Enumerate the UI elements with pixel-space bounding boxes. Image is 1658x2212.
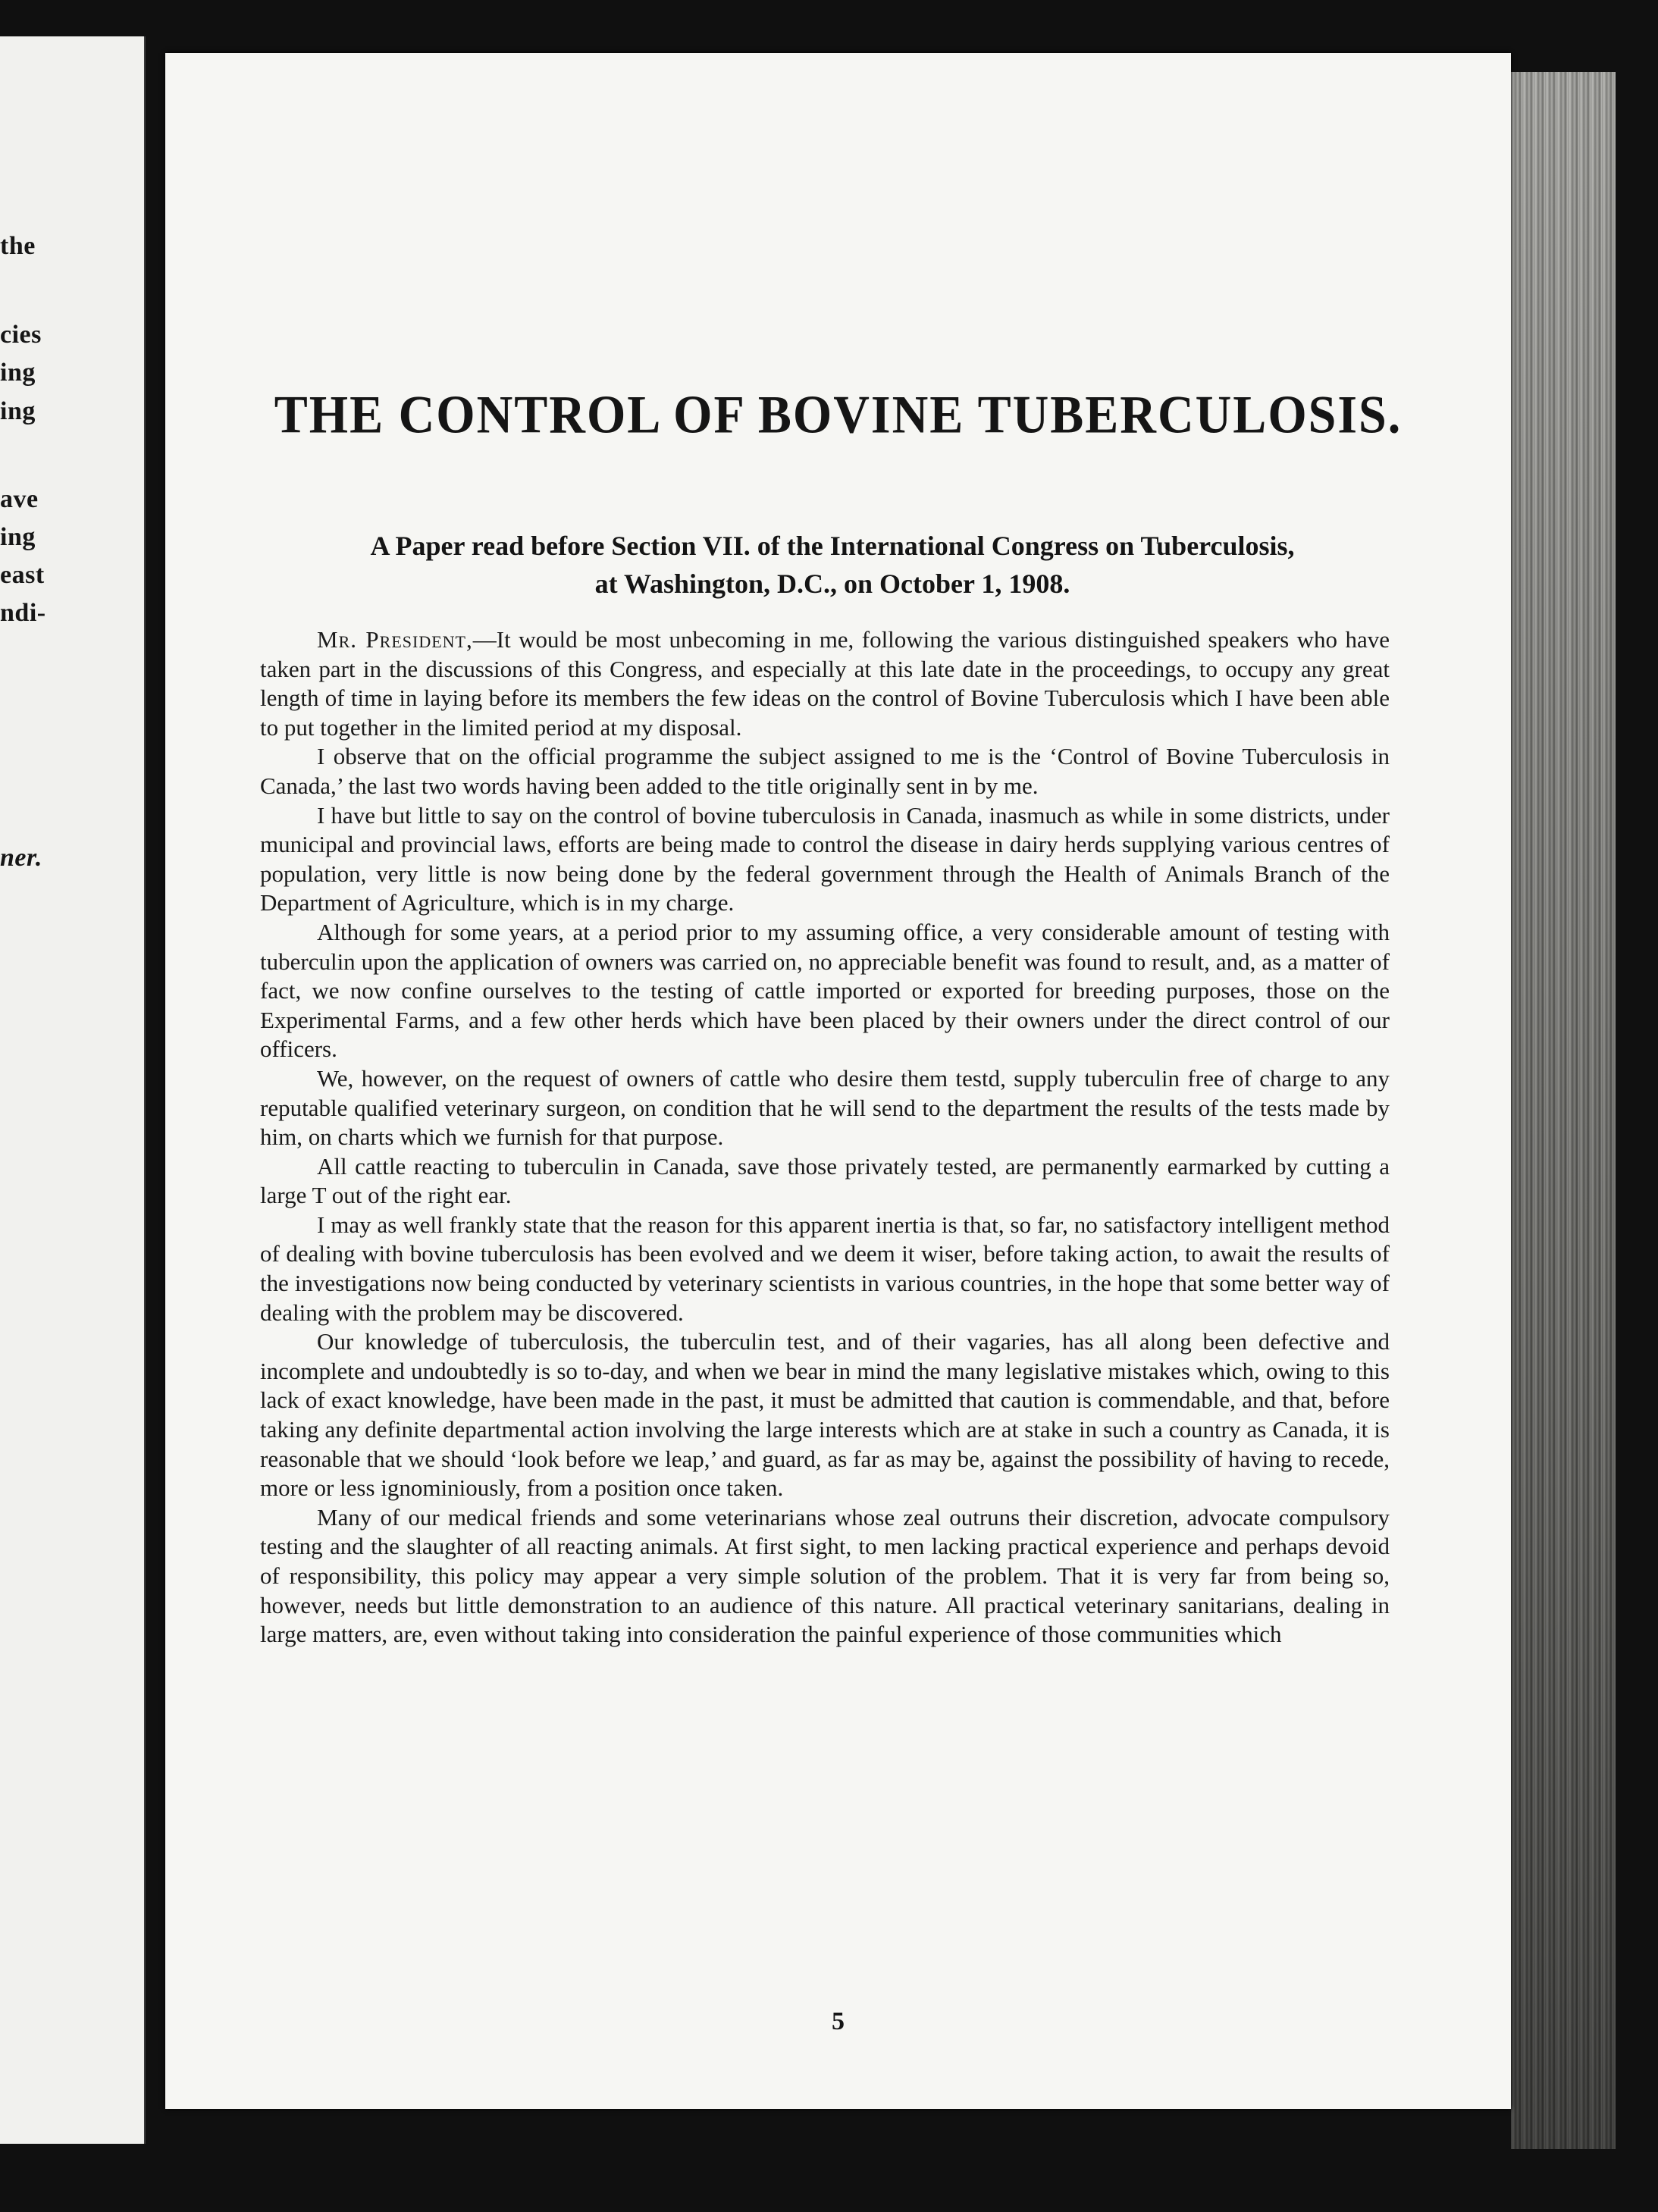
paragraph: I may as well frankly state that the reason for this apparent inertia is that, so far, no satisfactory intelligent method of dealing with bovine tuberculosis has been evolved and we deem it wiser, before taking action, to await the results of the investigations now being conducted by veterinary scientists in various countries, in the hope that some better way of dealing with the problem may be discovered. xyxy=(260,1211,1390,1326)
page-title: THE CONTROL OF BOVINE TUBERCULOSIS. xyxy=(274,385,1403,445)
paragraph-text: —It would be most unbecoming in me, following the various distinguished speakers who have taken part in the discussions of this Congress, and especially at this late date in the proceedings, to occupy any great length of time in laying before its members the few ideas on the control of Bovine Tuberculosis which I have been able to put together in the limited period at my disposal. xyxy=(260,626,1390,741)
subtitle-line-1: A Paper read before Section VII. of the International Congress on Tuberculosis, xyxy=(370,531,1295,561)
left-page-fragment: east xyxy=(0,561,45,589)
left-page-fragment: ing xyxy=(0,359,36,387)
left-page-fragment: ing xyxy=(0,523,36,551)
paragraph: Although for some years, at a period prior to my assuming office, a very considerable amount of testing with tuberculin upon the application of owners was carried on, no appreciable benefit was found to result, and, as a matter of fact, we now confine ourselves to the testing of cattle imported or exported for breeding purposes, those on the Experimental Farms, and a few other herds which have been placed by their owners under the direct control of our officers. xyxy=(260,918,1390,1063)
salutation: Mr. President, xyxy=(317,626,473,653)
paragraph xyxy=(260,625,1390,742)
paper-subtitle xyxy=(241,527,1424,603)
paragraph: We, however, on the request of owners of cattle who desire them testd, supply tuberculin free of charge to any reputable qualified veterinary surgeon, on condition that he will send to the department the results of the tests made by him, on charts which we furnish for that purpose. xyxy=(260,1064,1390,1151)
main-page xyxy=(165,53,1511,2109)
body-text xyxy=(260,625,1390,1650)
paragraph: All cattle reacting to tuberculin in Canada, save those privately tested, are permanently earmarked by cutting a large T out of the right ear. xyxy=(260,1152,1390,1209)
subtitle-line-2: at Washington, D.C., on October 1, 1908. xyxy=(594,569,1070,599)
left-page-fragment: the xyxy=(0,232,36,260)
left-facing-page xyxy=(0,36,146,2144)
left-page-fragment: ndi- xyxy=(0,599,46,627)
page-number: 5 xyxy=(832,2007,845,2035)
paragraph: I have but little to say on the control of bovine tuberculosis in Canada, inasmuch as while in some districts, under municipal and provincial laws, efforts are being made to control the disease in dairy herds supplying various centres of population, very little is now being done by the federal government through the Health of Animals Branch of the Department of Agriculture, which is in my charge. xyxy=(260,801,1390,916)
paragraph: Our knowledge of tuberculosis, the tuberculin test, and of their vagaries, has all along been defective and incomplete and undoubtedly is so to-day, and when we bear in mind the many legislative mistakes which, owing to this lack of exact knowledge, have been made in the past, it must be admitted that caution is commendable, and that, before taking any definite departmental action involving the large interests which are at stake in such a country as Canada, it is reasonable that we should ‘look before we leap,’ and guard, as far as may be, against the possibility of having to recede, more or less ignominiously, from a position once taken. xyxy=(260,1328,1390,1502)
left-page-fragment: ing xyxy=(0,397,36,425)
left-page-fragment: cies xyxy=(0,321,42,349)
paragraph: I observe that on the official programme the subject assigned to me is the ‘Control of Bovine Tuberculosis in Canada,’ the last two words having been added to the title originally sent in by me. xyxy=(260,743,1390,799)
page-edges xyxy=(1511,72,1616,2149)
left-page-fragment: ave xyxy=(0,485,39,513)
paragraph: Many of our medical friends and some veterinarians whose zeal outruns their discretion, advocate compulsory testing and the slaughter of all reacting animals. At first sight, to men lacking practical experience and perhaps devoid of responsibility, this policy may appear a very simple solution of the problem. That it is very far from being so, however, needs but little demonstration to an audience of this nature. All practical veterinary sanitarians, dealing in large matters, are, even without taking into consideration the painful experience of those communities which xyxy=(260,1503,1390,1648)
left-page-fragment: ner. xyxy=(0,844,42,872)
